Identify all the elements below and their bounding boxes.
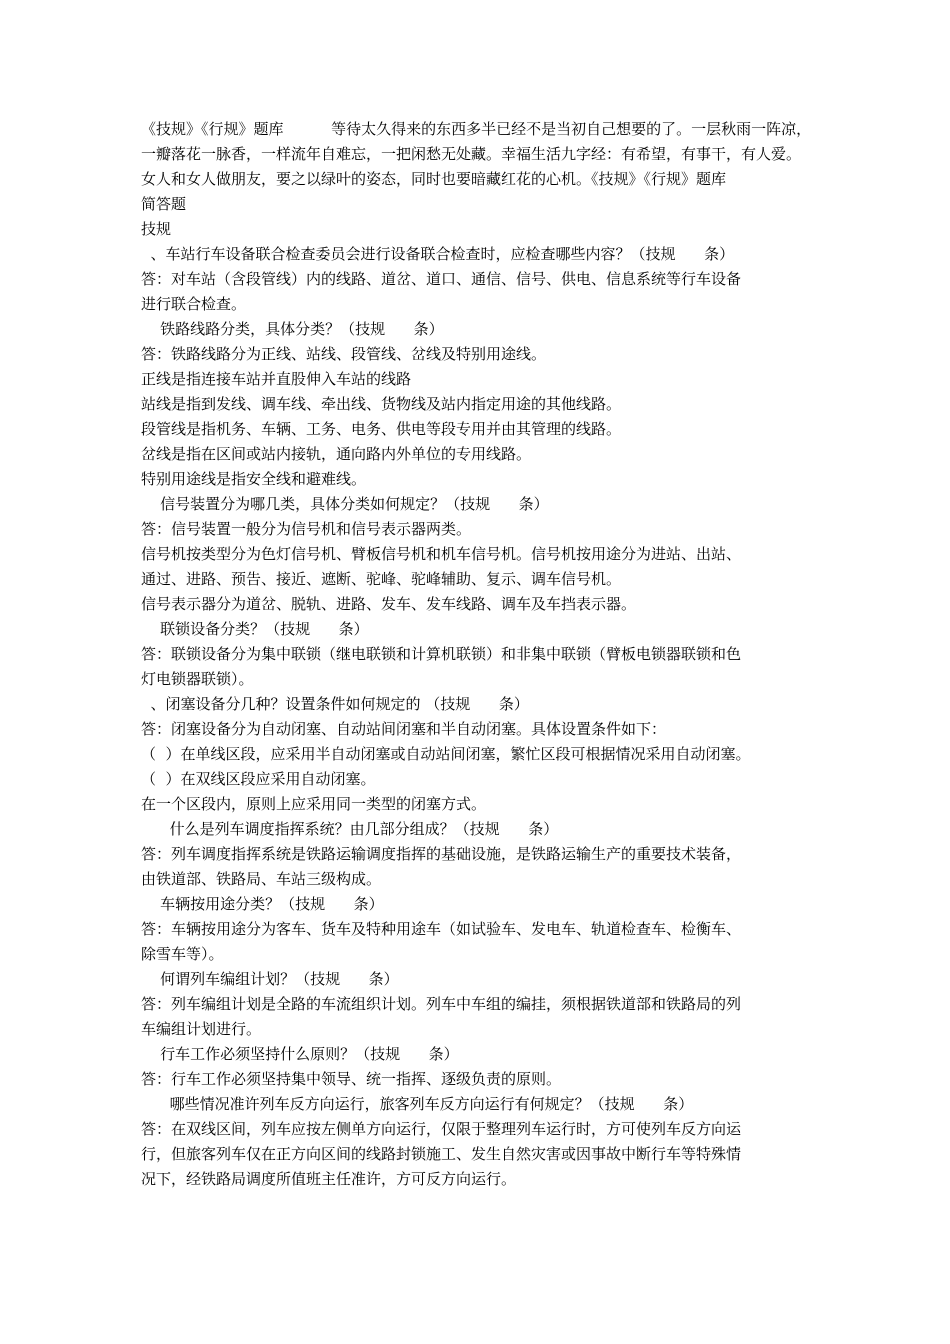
- text-line: 车辆按用途分类？（技规 条）: [141, 895, 384, 913]
- text-line: 段管线是指机务、车辆、工务、电务、供电等段专用并由其管理的线路。: [141, 420, 622, 438]
- text-line: 联锁设备分类？（技规 条）: [141, 620, 369, 638]
- intro-paragraph: 《技规》《行规》题库 等待太久得来的东西多半已经不是当初自己想要的了。一层秋雨一阵凉，一瓣落花一脉香，一样流年自难忘，一把闲愁无处藏。幸福生活九字经：有希望，有事干，有人爱。女人和女人做朋友，要之以绿叶的姿态，同时也要暗藏红花的心机。《技规》《行规》题库: [141, 120, 812, 188]
- text-line: 正线是指连接车站并直股伸入车站的线路: [141, 370, 412, 388]
- text-line: 答：铁路线路分为正线、站线、段管线、岔线及特别用途线。: [141, 345, 547, 363]
- text-line: 什么是列车调度指挥系统？由几部分组成？（技规 条）: [141, 820, 559, 838]
- text-line: 信号机按类型分为色灯信号机、臂板信号机和机车信号机。信号机按用途分为进站、出站、: [141, 545, 742, 563]
- text-line: 简答题: [141, 195, 187, 213]
- text-line: 答：信号装置一般分为信号机和信号表示器两类。: [141, 520, 472, 538]
- text-line: 答：列车编组计划是全路的车流组织计划。列车中车组的编挂，须根据铁道部和铁路局的列: [141, 995, 742, 1013]
- document-body: [141, 192, 813, 1192]
- text-line: 答：对车站（含段管线）内的线路、道岔、道口、通信、信号、供电、信息系统等行车设备: [141, 270, 742, 288]
- text-line: 况下，经铁路局调度所值班主任准许，方可反方向运行。: [141, 1170, 517, 1188]
- text-line: 技规: [141, 220, 172, 238]
- text-line: 行车工作必须坚持什么原则？（技规 条）: [141, 1045, 459, 1063]
- text-line: 答：在双线区间，列车应按左侧单方向运行，仅限于整理列车运行时，方可使列车反方向运: [141, 1120, 742, 1138]
- text-line: 除雪车等）。: [141, 945, 224, 963]
- text-line: 在一个区段内，原则上应采用同一类型的闭塞方式。: [141, 795, 487, 813]
- text-line: 信号装置分为哪几类，具体分类如何规定？（技规 条）: [141, 495, 549, 513]
- text-line: 、车站行车设备联合检查委员会进行设备联合检查时，应检查哪些内容？（技规 条）: [141, 245, 735, 263]
- text-line: （ ）在双线区段应采用自动闭塞。: [141, 770, 376, 788]
- text-line: 答：闭塞设备分为自动闭塞、自动站间闭塞和半自动闭塞。具体设置条件如下：: [141, 720, 667, 738]
- text-line: 答：车辆按用途分为客车、货车及特种用途车（如试验车、发电车、轨道检查车、检衡车、: [141, 920, 742, 938]
- text-line: 岔线是指在区间或站内接轨，通向路内外单位的专用线路。: [141, 445, 532, 463]
- text-line: 哪些情况准许列车反方向运行，旅客列车反方向运行有何规定？（技规 条）: [141, 1095, 694, 1113]
- text-line: 答：列车调度指挥系统是铁路运输调度指挥的基础设施，是铁路运输生产的重要技术装备，: [141, 845, 742, 863]
- text-line: 、闭塞设备分几种？设置条件如何规定的 （技规 条）: [141, 695, 529, 713]
- text-line: 答：行车工作必须坚持集中领导、统一指挥、逐级负责的原则。: [141, 1070, 562, 1088]
- text-line: 灯电锁器联锁）。: [141, 670, 254, 688]
- text-line: （ ）在单线区段，应采用半自动闭塞或自动站间闭塞，繁忙区段可根据情况采用自动闭塞。: [141, 745, 751, 763]
- text-line: 车编组计划进行。: [141, 1020, 262, 1038]
- text-line: 进行联合检查。: [141, 295, 247, 313]
- text-line: 信号表示器分为道岔、脱轨、进路、发车、发车线路、调车及车挡表示器。: [141, 595, 637, 613]
- text-line: 由铁道部、铁路局、车站三级构成。: [141, 870, 382, 888]
- text-line: 铁路线路分类，具体分类？（技规 条）: [141, 320, 444, 338]
- text-line: 何谓列车编组计划？（技规 条）: [141, 970, 399, 988]
- text-line: 特别用途线是指安全线和避难线。: [141, 470, 367, 488]
- text-line: 站线是指到发线、调车线、牵出线、货物线及站内指定用途的其他线路。: [141, 395, 622, 413]
- document-page: [141, 117, 813, 1192]
- text-line: 行，但旅客列车仅在正方向区间的线路封锁施工、发生自然灾害或因事故中断行车等特殊情: [141, 1145, 742, 1163]
- text-line: 通过、进路、预告、接近、遮断、驼峰、驼峰辅助、复示、调车信号机。: [141, 570, 622, 588]
- text-line: 答：联锁设备分为集中联锁（继电联锁和计算机联锁）和非集中联锁（臂板电锁器联锁和色: [141, 645, 742, 663]
